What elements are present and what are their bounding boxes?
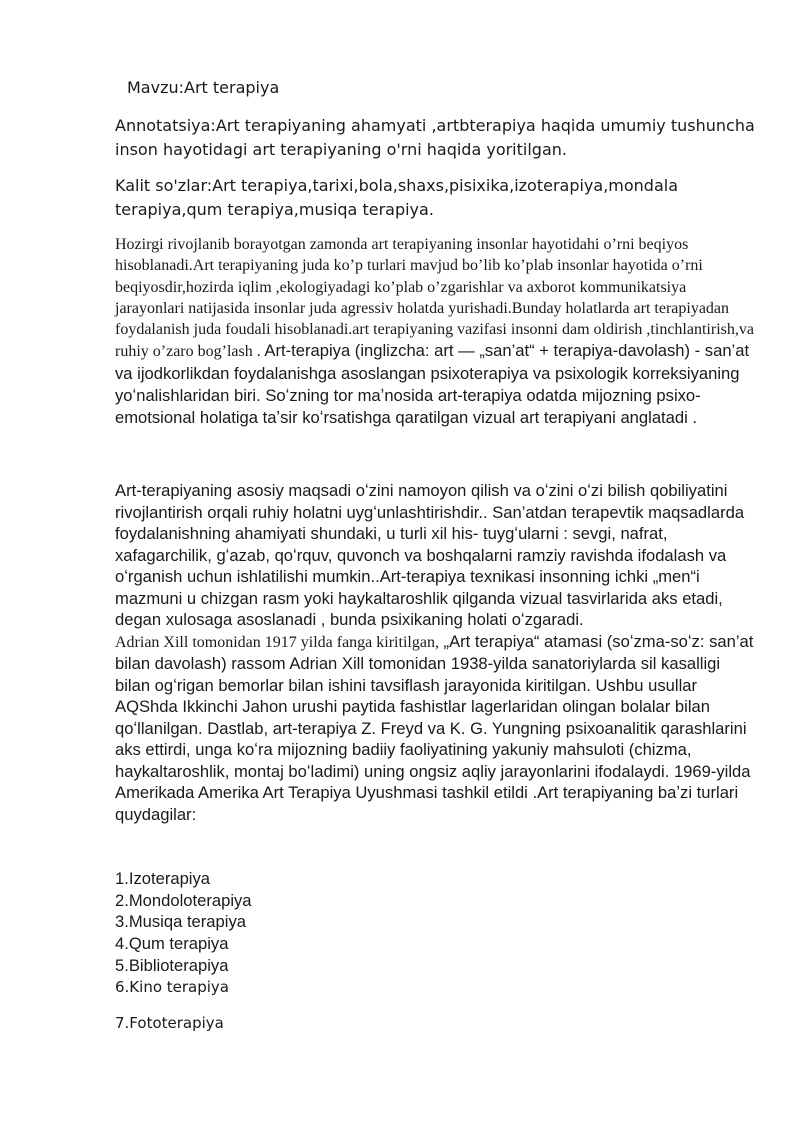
- list-item: 3.Musiqa terapiya: [115, 912, 246, 932]
- body-section: [115, 480, 755, 825]
- purpose-paragraph: Art-terapiyaning asosiy maqsadi oʻzini namoyon qilish va oʻzini oʻzi bilish qobiliyatini rivojlantirish orqali ruhiy holatni uygʻunlashtirishdir.. San’atdan terapevtik maqsadlarda foydalanishning ahamiyati shundaki, u turli xil his- tuygʻularni : sevgi, nafrat, xafagarchilik, gʻazab, qoʻrquv, quvonch va boshqalarni ramziy ravishda ifodalash va oʻrganish uchun ishlatilishi mumkin..Art-terapiya texnikasi insonning ichki „men“i mazmuni u chizgan rasm yoki haykaltaroshlik qilganda vizual tasvirlarida aks etadi, degan xulosaga asoslanadi , bunda psixikaning holati oʻzgaradi.: [115, 481, 745, 629]
- intro-sans-text: Art-terapiya (inglizcha: art — „san’at“ + terapiya-davolash) - san’at va ijodkorlikdan foydalanishga asoslangan psixoterapiya va psixologik korreksiyaning yoʻnalishlaridan biri. Soʻzning tor maʼnosida art-terapiya odatda mijozning psixo-emotsional holatiga taʼsir koʻrsatishga qaratilgan vizual art terapiyani anglatadi .: [115, 341, 750, 428]
- annotation-paragraph: Annotatsiya:Art terapiyaning ahamyati ,artbterapiya haqida umumiy tushuncha inson hayotidagi art terapiyaning o'rni haqida yoritilgan.: [115, 116, 755, 159]
- list-item-fototerapiya: 7.Fototerapiya: [115, 1014, 224, 1032]
- keywords-paragraph: Kalit so'zlar:Art terapiya,tarixi,bola,shaxs,pisixika,izoterapiya,mondala terapiya,qum terapiya,musiqa terapiya.: [115, 176, 679, 219]
- list-item: 2.Mondoloterapiya: [115, 890, 252, 910]
- therapy-types-list: [115, 868, 252, 998]
- list-item: 4.Qum terapiya: [115, 934, 229, 954]
- list-item: 5.Biblioterapiya: [115, 955, 229, 975]
- history-serif-text: Adrian Xill tomonidan 1917 yilda fanga kiritilgan,: [115, 633, 439, 651]
- list-item: 6.Kino terapiya: [115, 977, 229, 996]
- document-title: Mavzu:Art terapiya: [127, 78, 280, 97]
- history-paragraph: [115, 631, 755, 826]
- list-item: 1.Izoterapiya: [115, 869, 211, 888]
- intro-serif-text: Hozirgi rivojlanib borayotgan zamonda art terapiyaning insonlar hayotidahi o’rni beqiyos hisoblanadi.Art terapiyaning juda ko’p turlari mavjud bo’lib ko’plab insonlar hayotida o’rni beqiyosdir,hozirda iqlim ,ekologiyadagi ko’plab o’zgarishlar va axborot kommunikatsiya jarayonlari natijasida insonlar juda agressiv holatda yurishadi.Bunday holatlarda art terapiyadan foydalanish juda foudali hisoblanadi.art terapiyaning vazifasi insonni dam oldirish ,tinchlantirish,va ruhiy o’zaro bog’lash .: [115, 236, 754, 361]
- intro-paragraph: [115, 234, 755, 430]
- history-sans-text: „Art terapiya“ atamasi (soʻzma-soʻz: san’at bilan davolash) rassom Adrian Xill tomonidan 1938-yilda sanatoriylarda sil kasalligi bilan ogʻrigan bemorlar bilan ishini tavsiflash jarayonida kiritilgan. Ushbu usullar AQShda Ikkinchi Jahon urushi paytida fashistlar lagerlaridan olingan bolalar bilan qoʻllanilgan. Dastlab, art-terapiya Z. Freyd va K. G. Yungning psixoanalitik qarashlarini aks ettirdi, unga koʻra mijozning badiiy faoliyatining yakuniy mahsuloti (chizma, haykaltaroshlik, montaj boʻladimi) uning ongsiz aqliy jarayonlarini ifodalaydi. 1969-yilda Amerikada Amerika Art Terapiya Uyushmasi tashkil etildi .Art terapiyaning baʼzi turlari quydagilar:: [115, 631, 754, 824]
